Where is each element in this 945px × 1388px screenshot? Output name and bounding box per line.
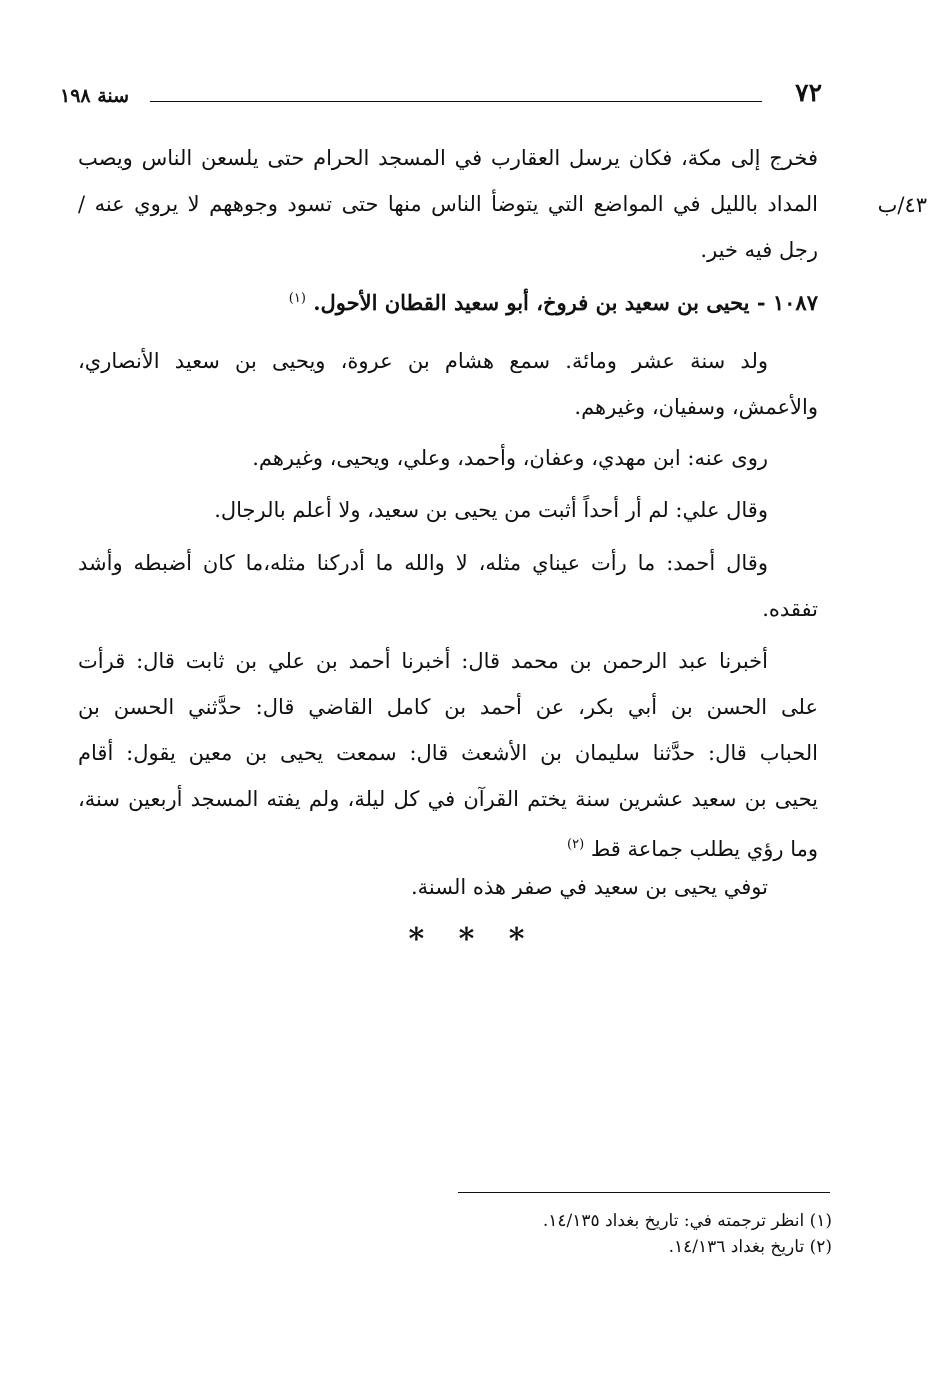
section-divider: * * * (408, 922, 537, 957)
manuscript-folio-note: ٤٣/ب (877, 193, 927, 217)
text-line: توفي يحيى بن سعيد في صفر هذه السنة. (410, 875, 768, 899)
text-line: وقال علي: لم أر أحداً أثبت من يحيى بن سعيد، ولا أعلم بالرجال. (214, 498, 768, 522)
paragraph-1 (78, 135, 818, 273)
footnote-ref-1: (١) (288, 291, 306, 306)
footnote-1: (١) انظر ترجمته في: تاريخ بغداد ١٤/١٣٥. (542, 1211, 832, 1231)
footnotes (400, 1208, 832, 1260)
text-line: والأعمش، وسفيان، وغيرهم. (574, 395, 818, 419)
paragraph-death (78, 864, 818, 910)
text-line: يحيى بن سعيد عشرين سنة يختم القرآن في كل ليلة، ولم يفته المسجد أربعين سنة، (78, 787, 818, 811)
entry-heading (78, 276, 818, 322)
paragraph-isnad (78, 638, 818, 868)
paragraph-ahmad-quote (78, 540, 818, 632)
paragraph-narrators (78, 435, 818, 481)
text-line: رجل فيه خير. (700, 238, 818, 262)
footnote-2: (٢) تاريخ بغداد ١٤/١٣٦. (668, 1237, 832, 1257)
text-line: على الحسن بن أبي بكر، عن أحمد بن كامل القاضي قال: حدَّثني الحسن بن (78, 695, 818, 719)
header-year-label: سنة ١٩٨ (60, 85, 130, 107)
header-rule (150, 101, 762, 102)
text-line: فخرج إلى مكة، فكان يرسل العقارب في المسجد الحرام حتى يلسعن الناس ويصب (78, 146, 818, 170)
text-line: ولد سنة عشر ومائة. سمع هشام بن عروة، ويحيى بن سعيد الأنصاري، (78, 349, 768, 373)
text-line: وقال أحمد: ما رأت عيناي مثله، لا والله ما أدركنا مثله،ما كان أضبطه وأشد (78, 551, 768, 575)
entry-heading-text: ١٠٨٧ - يحيى بن سعيد بن فروخ، أبو سعيد القطان الأحول. (313, 290, 818, 315)
text-line: وما رؤي يطلب جماعة قط (590, 837, 818, 861)
text-line: الحباب قال: حدَّثنا سليمان بن الأشعث قال: سمعت يحيى بن معين يقول: أقام (78, 741, 818, 765)
paragraph-birth (78, 338, 818, 430)
text-line: روى عنه: ابن مهدي، وعفان، وأحمد، وعلي، ويحيى، وغيرهم. (252, 446, 768, 470)
footnote-rule (458, 1192, 830, 1193)
paragraph-ali-quote (78, 487, 818, 533)
page-number: ٧٢ (795, 78, 822, 107)
running-header (60, 78, 822, 118)
text-line: المداد بالليل في المواضع التي يتوضأ الناس منها حتى تسود وجوههم لا يروي عنه / (78, 192, 818, 216)
text-line: تفقده. (762, 597, 818, 621)
footnote-ref-2: (٢) (567, 837, 585, 852)
text-line: أخبرنا عبد الرحمن بن محمد قال: أخبرنا أحمد بن علي بن ثابت قال: قرأت (78, 649, 768, 673)
